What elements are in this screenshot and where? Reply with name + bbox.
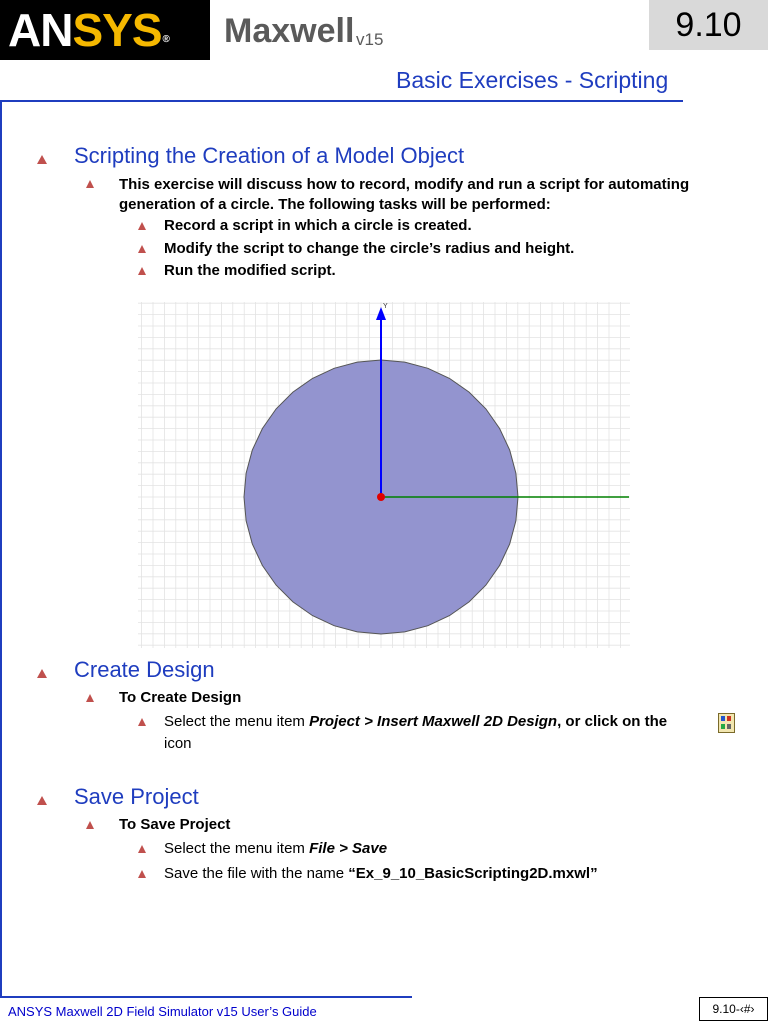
- text-suffix: , or click on the: [557, 713, 668, 730]
- section-title: Basic Exercises - Scripting: [396, 67, 669, 93]
- bullet-icon: [138, 267, 146, 275]
- y-axis-label: Y: [383, 303, 388, 310]
- bullet-icon: [86, 694, 94, 702]
- footer-rule: [0, 996, 412, 998]
- text-prefix: Select the menu item: [164, 840, 310, 857]
- bullet-icon: [138, 845, 146, 853]
- bullet-icon: [37, 155, 47, 164]
- menu-path: File > Save: [309, 840, 388, 857]
- bullet-icon: [138, 718, 146, 726]
- bullet-icon: [138, 222, 146, 230]
- left-rule: [0, 102, 2, 996]
- page-number: 9.10-‹#›: [699, 997, 768, 1021]
- file-name: “Ex_9_10_BasicScripting2D.mxwl”: [348, 865, 598, 882]
- save-item-1: [164, 840, 387, 857]
- create-design-item-line2: icon: [164, 735, 192, 752]
- bullet-icon: [138, 245, 146, 253]
- heading-scripting: Scripting the Creation of a Model Object: [74, 143, 465, 168]
- bullet-icon: [37, 796, 47, 805]
- text-prefix: Save the file with the name: [164, 865, 349, 882]
- logo-an: AN: [8, 4, 73, 56]
- heading-save-project: Save Project: [74, 784, 199, 809]
- menu-path: Project > Insert Maxwell 2D Design: [309, 713, 558, 730]
- task-item: Run the modified script.: [164, 262, 336, 279]
- circle-model-figure: [138, 302, 630, 648]
- save-item-2: [164, 865, 598, 882]
- logo-registered: ®: [162, 34, 169, 45]
- bullet-icon: [86, 821, 94, 829]
- bullet-icon: [86, 180, 94, 188]
- bullet-icon: [138, 870, 146, 878]
- create-design-item: [164, 713, 667, 730]
- intro-line-1: This exercise will discuss how to record, modify and run a script for automating: [119, 176, 690, 193]
- text-prefix: Select the menu item: [164, 713, 310, 730]
- origin-point: [377, 493, 385, 501]
- create-design-sub: To Create Design: [119, 689, 242, 706]
- footer-guide-title: ANSYS Maxwell 2D Field Simulator v15 User’s Guide: [8, 1004, 317, 1019]
- product-version: v15: [356, 30, 384, 49]
- intro-line-2: generation of a circle. The following tasks will be performed:: [119, 196, 551, 213]
- header-rule: [0, 100, 683, 102]
- heading-create-design: Create Design: [74, 657, 215, 682]
- product-name: Maxwell: [224, 12, 355, 50]
- maxwell-2d-design-icon: [718, 713, 735, 733]
- chapter-number: 9.10: [649, 0, 768, 50]
- ansys-logo: [0, 0, 210, 60]
- save-project-sub: To Save Project: [119, 816, 231, 833]
- logo-sys: SYS: [72, 4, 162, 56]
- task-item: Record a script in which a circle is created.: [164, 217, 472, 234]
- bullet-icon: [37, 669, 47, 678]
- task-item: Modify the script to change the circle’s radius and height.: [164, 240, 575, 257]
